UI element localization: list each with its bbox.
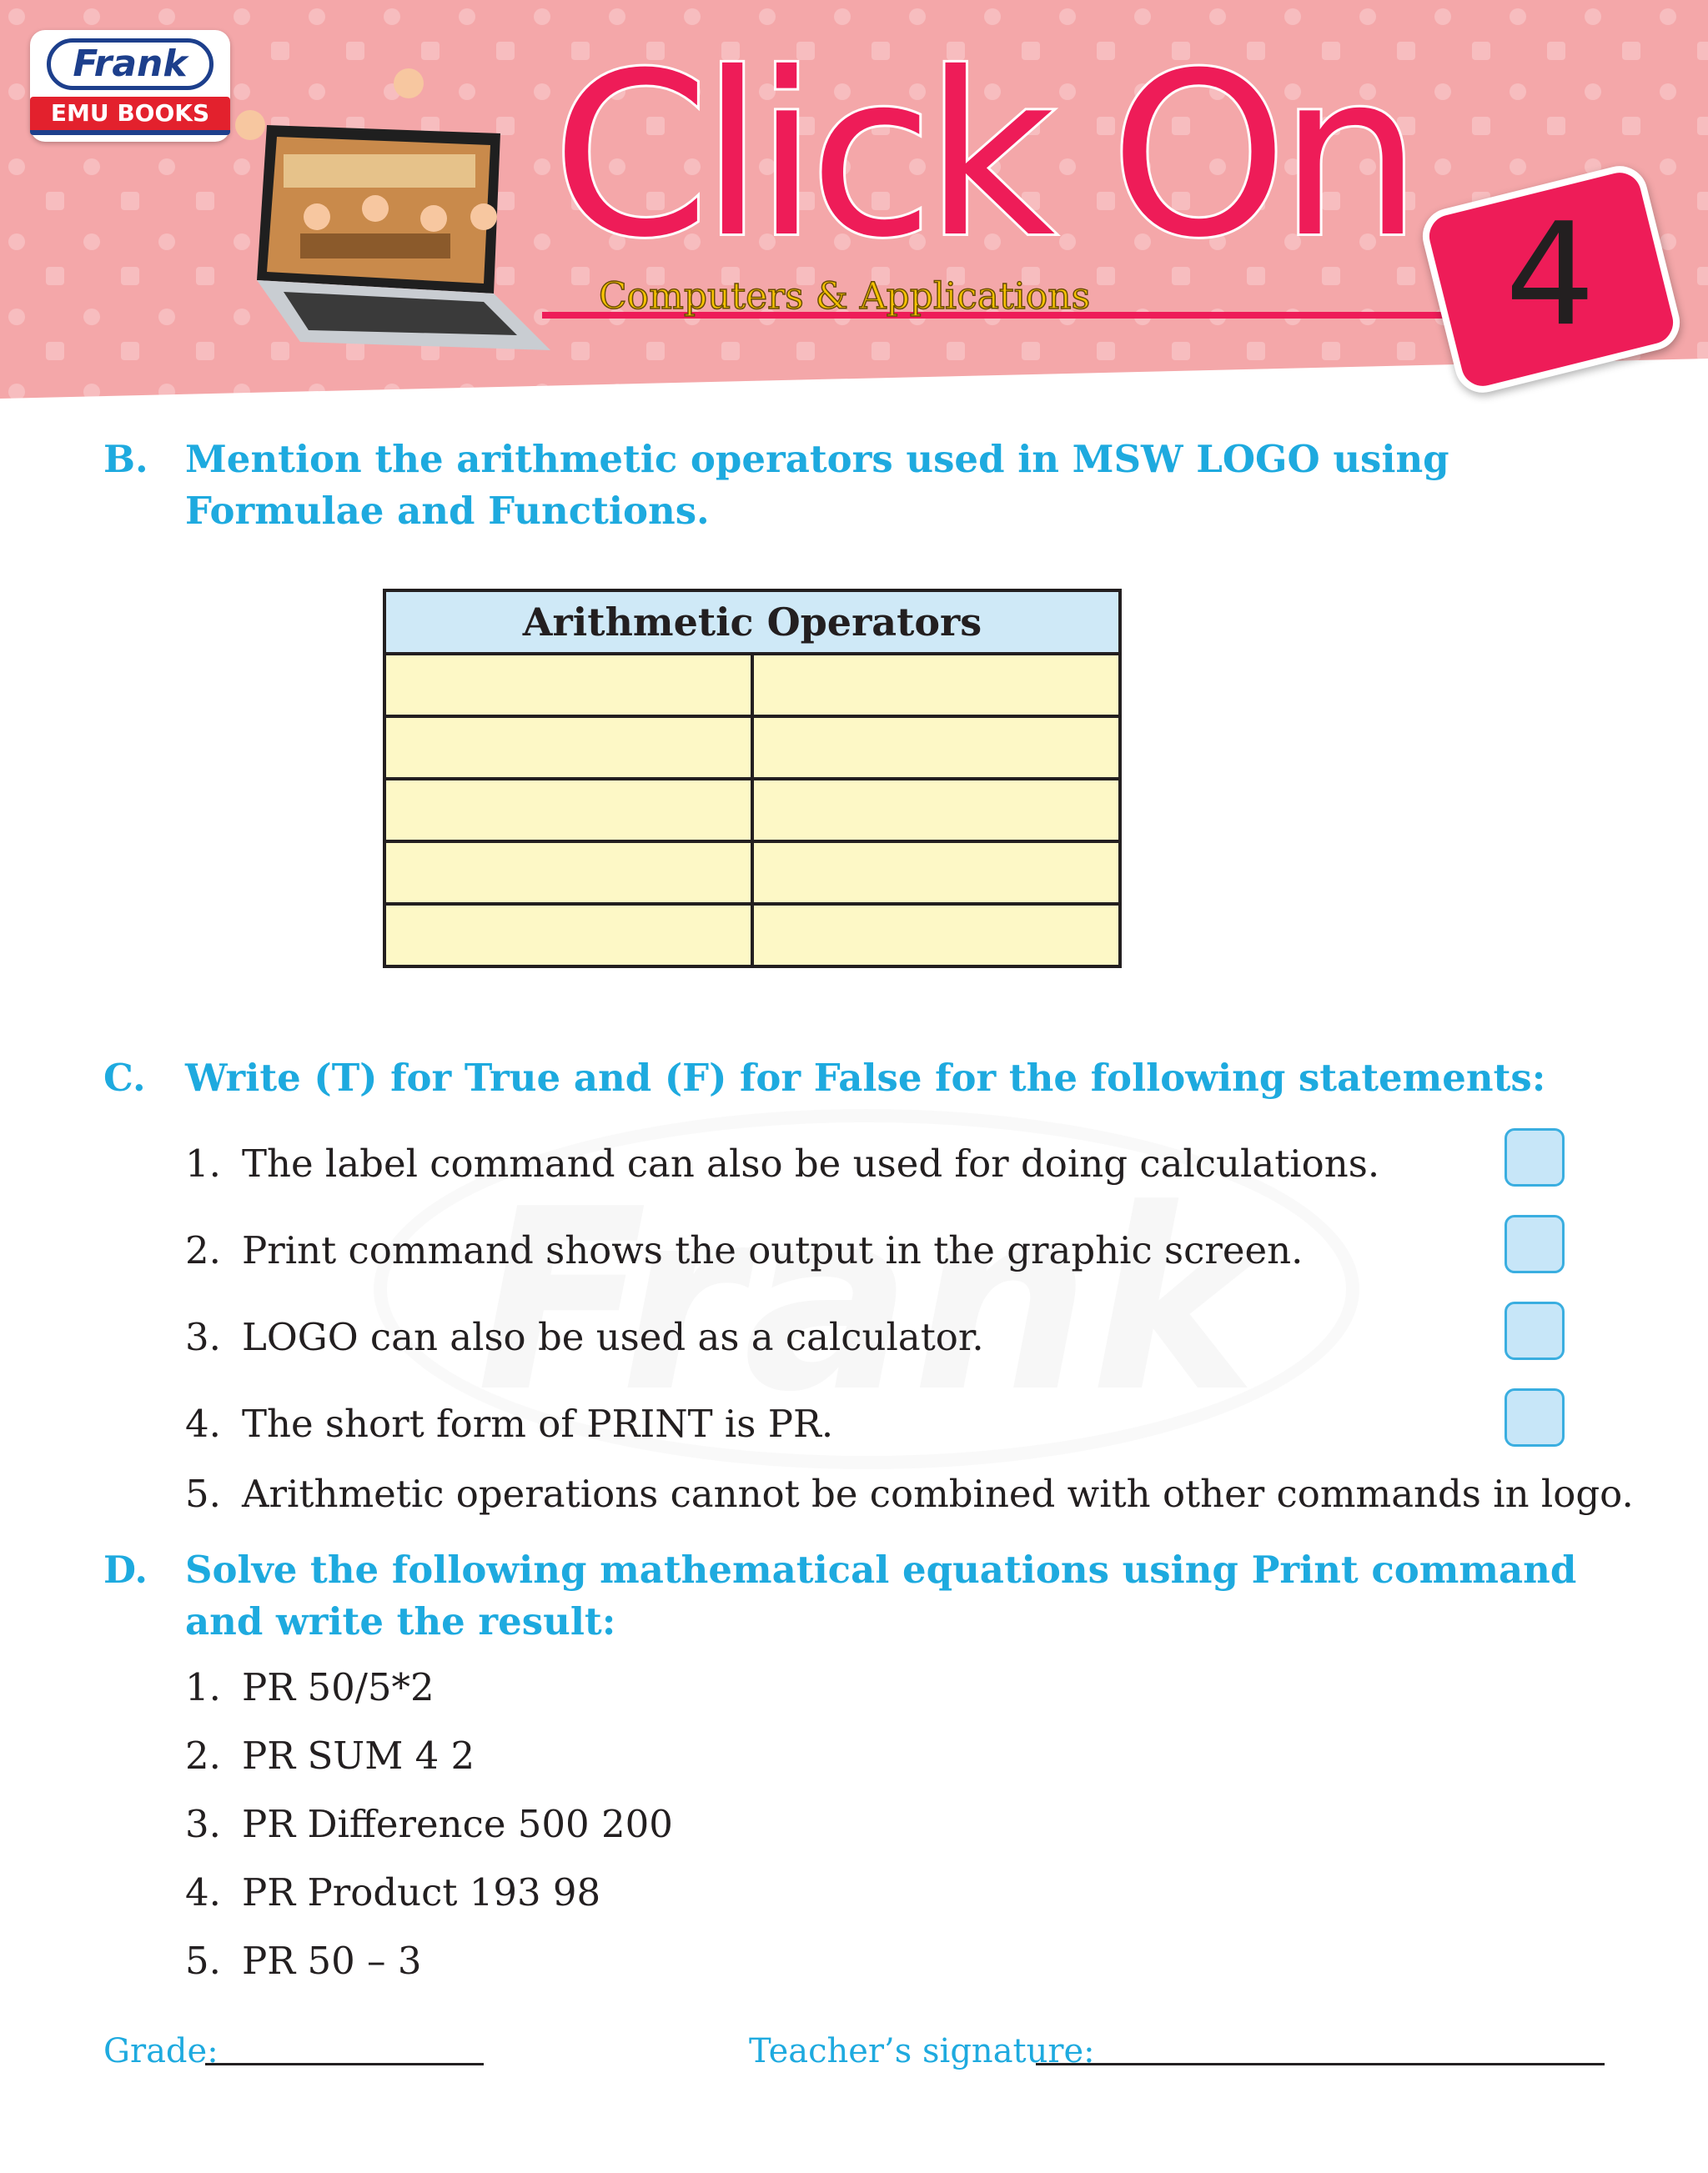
list-item bbox=[185, 1799, 673, 1849]
grade-answer-line[interactable] bbox=[205, 2063, 484, 2065]
item-number: 3. bbox=[185, 1315, 221, 1359]
item-text: PR SUM 4 2 bbox=[242, 1734, 475, 1778]
grade-badge-number: 4 bbox=[1505, 193, 1595, 359]
table-header: Arithmetic Operators bbox=[384, 590, 1120, 654]
item-number: 1. bbox=[185, 1142, 221, 1186]
answer-cell[interactable] bbox=[752, 904, 1120, 966]
item-number: 5. bbox=[185, 1472, 221, 1516]
answer-cell[interactable] bbox=[384, 841, 752, 904]
answer-cell[interactable] bbox=[752, 654, 1120, 716]
section-c-heading bbox=[103, 1052, 1596, 1104]
true-false-answer-box[interactable] bbox=[1505, 1302, 1565, 1360]
item-number: 3. bbox=[185, 1802, 221, 1846]
item-text: PR Difference 500 200 bbox=[242, 1802, 673, 1846]
list-item bbox=[185, 1731, 475, 1781]
item-number: 2. bbox=[185, 1734, 221, 1778]
answer-cell[interactable] bbox=[752, 779, 1120, 841]
item-text: PR 50/5*2 bbox=[242, 1665, 435, 1709]
item-number: 1. bbox=[185, 1665, 221, 1709]
section-d-heading bbox=[103, 1544, 1596, 1648]
header-banner bbox=[0, 0, 1708, 400]
section-d-text: Solve the following mathematical equations using Print command and write the result: bbox=[185, 1548, 1577, 1644]
answer-cell[interactable] bbox=[752, 716, 1120, 779]
answer-cell[interactable] bbox=[384, 779, 752, 841]
true-false-answer-box[interactable] bbox=[1505, 1215, 1565, 1273]
answer-cell[interactable] bbox=[384, 904, 752, 966]
arithmetic-operators-table bbox=[383, 589, 1122, 968]
answer-cell[interactable] bbox=[384, 716, 752, 779]
item-number: 2. bbox=[185, 1228, 221, 1272]
item-number: 4. bbox=[185, 1870, 221, 1915]
item-text: Arithmetic operations cannot be combined with other commands in logo. bbox=[242, 1472, 1634, 1516]
list-item bbox=[185, 1936, 421, 1986]
book-title: Click On bbox=[552, 24, 1414, 287]
logo-emu-books-text: EMU BOOKS bbox=[30, 97, 230, 135]
teacher-signature-label: Teacher’s signature: bbox=[749, 2032, 1095, 2070]
grade-label: Grade: bbox=[103, 2032, 219, 2070]
item-text: The short form of PRINT is PR. bbox=[242, 1402, 834, 1446]
section-d-letter: D. bbox=[103, 1548, 148, 1592]
section-c-text: Write (T) for True and (F) for False for the following statements: bbox=[185, 1056, 1546, 1100]
teacher-signature-line[interactable] bbox=[1036, 2063, 1605, 2065]
item-text: LOGO can also be used as a calculator. bbox=[242, 1315, 984, 1359]
table-row bbox=[384, 716, 1120, 779]
table-row bbox=[384, 654, 1120, 716]
table-row bbox=[384, 904, 1120, 966]
item-text: PR 50 – 3 bbox=[242, 1939, 422, 1983]
item-number: 4. bbox=[185, 1402, 221, 1446]
item-text: The label command can also be used for doing calculations. bbox=[242, 1142, 1380, 1186]
table-row bbox=[384, 779, 1120, 841]
item-number: 5. bbox=[185, 1939, 221, 1983]
table-row bbox=[384, 841, 1120, 904]
section-c-letter: C. bbox=[103, 1056, 146, 1100]
item-text: PR Product 193 98 bbox=[242, 1870, 601, 1915]
answer-cell[interactable] bbox=[752, 841, 1120, 904]
true-false-answer-box[interactable] bbox=[1505, 1388, 1565, 1447]
list-item bbox=[185, 1469, 1634, 1519]
section-b-letter: B. bbox=[103, 437, 148, 481]
section-b-text: Mention the arithmetic operators used in MSW LOGO using Formulae and Functions. bbox=[185, 437, 1449, 533]
answer-cell[interactable] bbox=[384, 654, 752, 716]
publisher-logo bbox=[30, 30, 230, 142]
list-item bbox=[185, 1399, 833, 1449]
book-subtitle: Computers & Applications bbox=[599, 275, 1091, 318]
list-item bbox=[185, 1312, 984, 1363]
list-item bbox=[185, 1226, 1303, 1276]
list-item bbox=[185, 1868, 600, 1918]
list-item bbox=[185, 1663, 435, 1713]
logo-frank-text: Frank bbox=[47, 38, 214, 90]
list-item bbox=[185, 1139, 1379, 1189]
section-b-heading bbox=[103, 434, 1596, 537]
true-false-answer-box[interactable] bbox=[1505, 1128, 1565, 1187]
item-text: Print command shows the output in the graphic screen. bbox=[242, 1228, 1304, 1272]
